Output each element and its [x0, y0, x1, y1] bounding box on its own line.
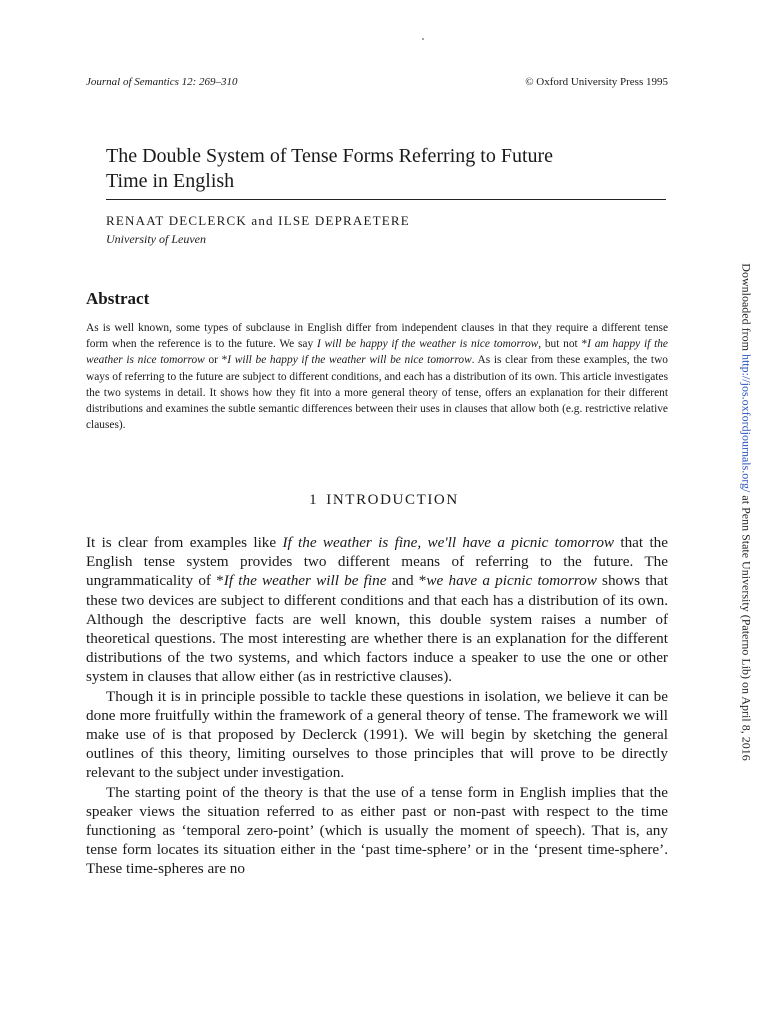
body-example: If the weather will be fine	[223, 572, 387, 590]
title-line-1: The Double System of Tense Forms Referring to Future	[106, 145, 554, 167]
body-example: If the weather is fine, we'll have a picnic tomorrow	[282, 534, 615, 551]
title-rule	[106, 199, 666, 200]
abstract-heading: Abstract	[86, 289, 150, 308]
abstract-text: . As is clear from these examples, the two ways of referring to the future are subject to different conditions, and each has a distribution of its own. This article investigates the two systems in detail. It shows how they fit into a more general theory of tense, offers an explanation for their different distributions and examines the subtle semantic differences between their uses in clauses that allow both (e.g. restrictive relative clauses).	[86, 354, 668, 432]
authors: RENAAT DECLERCK and ILSE DEPRAETERE	[106, 213, 410, 228]
article-title	[106, 144, 666, 194]
download-notice	[739, 263, 754, 760]
journal-link[interactable]: http://jos.oxfordjournals.org/	[739, 353, 754, 493]
abstract-text: or *	[204, 354, 228, 367]
body-text-run: shows that these two devices are subject to different conditions and that each has a distribution of its own. Although the descriptive facts are well known, this double system raises a number of theoretical questions. The most interesting are whether there is an explanation for the different distributions of the two systems, and which factors induce a speaker to use the one or other system in clauses that allow either (as in restrictive clauses).	[86, 572, 668, 686]
paragraph-2: Though it is in principle possible to tackle these questions in isolation, we believe it can be done more fruitfully within the framework of a general theory of tense. The framework we will make use of is that proposed by Declerck (1991). We will begin by sketching the general outlines of this theory, limiting ourselves to those principles that will prove to be directly relevant to the subject under investigation.	[86, 687, 668, 782]
abstract-body	[86, 320, 668, 433]
affiliation: University of Leuven	[106, 232, 206, 246]
scan-speck	[422, 38, 424, 40]
body-text	[86, 533, 668, 879]
section-title: INTRODUCTION	[326, 492, 459, 508]
paragraph-3: The starting point of the theory is that the use of a tense form in English implies that the speaker views the situation referred to as either past or non-past with respect to the time functioning as ‘temporal zero-point’ (which is usually the moment of speech). That is, any tense form locates its situation either in the ‘past time-sphere’ or in the ‘present time-sphere’. These time-spheres are no	[86, 783, 668, 878]
body-text-run: and *	[386, 572, 427, 590]
section-heading	[0, 492, 768, 509]
title-line-2: Time in English	[106, 170, 235, 192]
abstract-example: I will be happy if the weather is nice tomorrow	[316, 338, 539, 351]
download-prefix: Downloaded from	[739, 263, 754, 354]
download-suffix: at Penn State University (Paterno Lib) on April 8, 2016	[739, 492, 754, 761]
section-number: 1	[309, 492, 319, 508]
abstract-text: As is well known, some types of subclause in English differ from independent clauses in that they require a different tense form when the reference is to the future. We say	[86, 322, 668, 351]
abstract-example: I will be happy if the weather will be nice tomorrow	[227, 354, 472, 367]
body-text-run: that the English tense system provides two different means of referring to the future. The ungrammaticality of *	[86, 534, 669, 590]
abstract-text: , but not *	[538, 338, 588, 351]
body-example: we have a picnic tomorrow	[426, 572, 597, 590]
body-text-run: It is clear from examples like	[86, 534, 283, 551]
abstract-example: I am happy if the weather is nice tomorrow	[86, 338, 668, 367]
paragraph-1	[86, 533, 668, 687]
running-head	[86, 76, 668, 88]
journal-citation: Journal of Semantics 12: 269–310	[86, 76, 238, 88]
copyright-notice: © Oxford University Press 1995	[525, 76, 668, 88]
